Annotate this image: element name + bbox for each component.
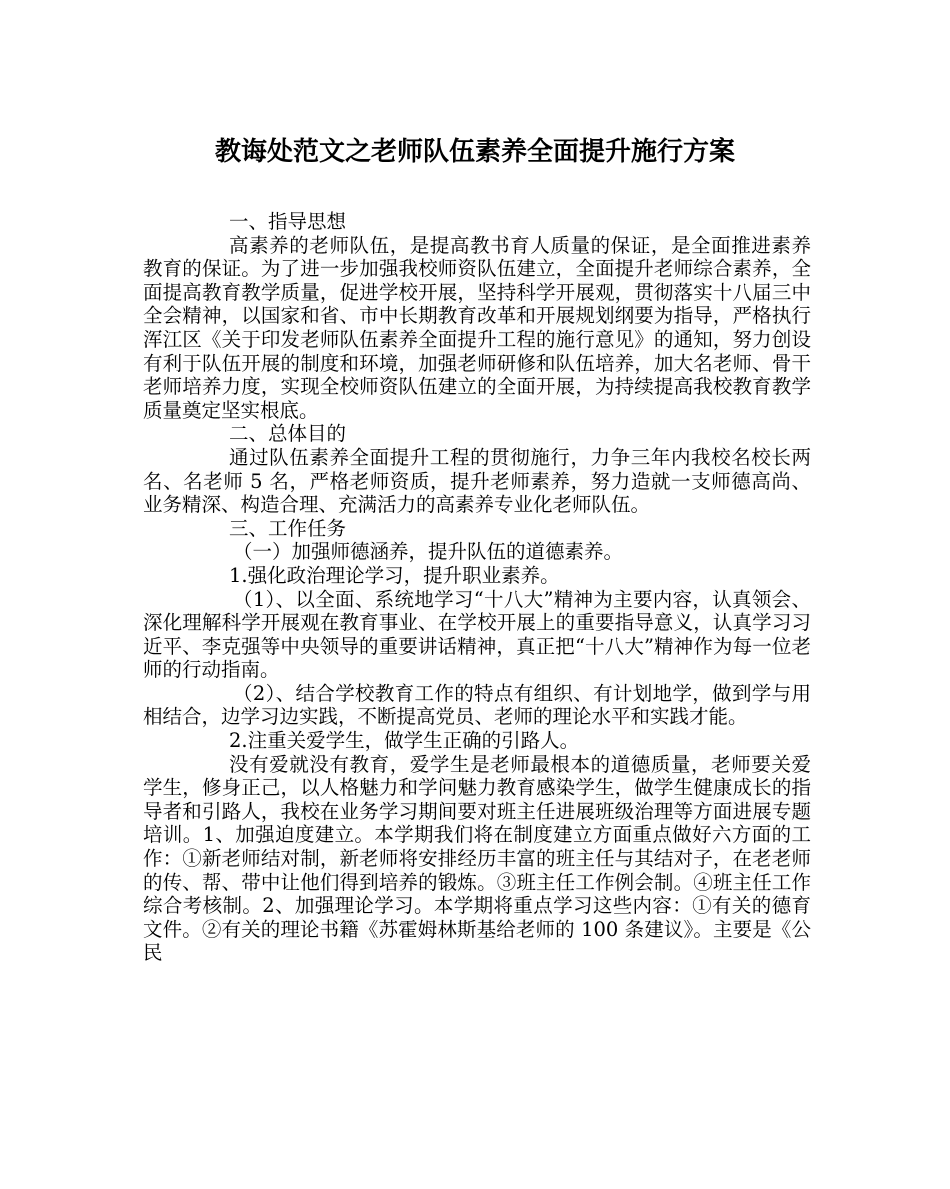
item-heading-political-study: 1.强化政治理论学习，提升职业素养。 (229, 563, 560, 587)
paragraph-guiding-thought: 高素养的老师队伍，是提高教书育人质量的保证，是全面推进素养教育的保证。为了进一步加强我校师资队伍建立，全面提升老师综合素养，全面提高教育教学质量，促进学校开展，坚持科学开展观，贯彻落实十八届三中全会精神，以国家和省、市中长期教育改革和开展规划纲要为指导，严格执行浑江区《关于印发老师队伍素养全面提升工程的施行意见》的通知，努力创设有利于队伍开展的制度和环境，加强老师研修和队伍培养，加大名老师、骨干老师培养力度，实现全校师资队伍建立的全面开展，为持续提高我校教育教学质量奠定坚实根底。 (143, 233, 811, 422)
section-heading-overall-goal: 二、总体目的 (229, 422, 347, 446)
paragraph-care-students: 没有爱就没有教育，爱学生是老师最根本的道德质量，老师要关爱学生，修身正己，以人格魅力和学问魅力教育感染学生，做学生健康成长的指导者和引路人，我校在业务学习期间要对班主任进展班级治理等方面进展专题培训。1、加强迫度建立。本学期我们将在制度建立方面重点做好六方面的工作：①新老师结对制，新老师将安排经历丰富的班主任与其结对子，在老老师的传、帮、带中让他们得到培养的锻炼。③班主任工作例会制。④班主任工作综合考核制。2、加强理论学习。本学期将重点学习这些内容：①有关的德育文件。②有关的理论书籍《苏霍姆林斯基给老师的 100 条建议》。主要是《公民 (143, 752, 811, 965)
paragraph-item-1: （1）、以全面、系统地学习“十八大”精神为主要内容，认真领会、深化理解科学开展观在教育事业、在学校开展上的重要指导意义，认真学习习近平、李克强等中央领导的重要讲话精神，真正把“十八大”精神作为每一位老师的行动指南。 (143, 587, 811, 682)
section-heading-work-tasks: 三、工作任务 (229, 516, 347, 540)
section-heading-guiding-thought: 一、指导思想 (229, 210, 347, 233)
paragraph-overall-goal: 通过队伍素养全面提升工程的贯彻施行，力争三年内我校名校长两名、名老师 5 名，严格老师资质，提升老师素养，努力造就一支师德高尚、业务精深、构造合理、充满活力的高素养专业化老师队伍。 (143, 445, 811, 517)
document-title: 教诲处范文之老师队伍素养全面提升施行方案 (214, 137, 735, 167)
item-heading-care-students: 2.注重关爱学生，做学生正确的引路人。 (229, 729, 580, 753)
paragraph-item-2: （2）、结合学校教育工作的特点有组织、有计划地学，做到学与用相结合，边学习边实践，不断提高党员、老师的理论水平和实践才能。 (143, 681, 811, 729)
subsection-heading-ethics: （一）加强师德涵养，提升队伍的道德素养。 (233, 540, 624, 564)
document-body (143, 210, 811, 965)
